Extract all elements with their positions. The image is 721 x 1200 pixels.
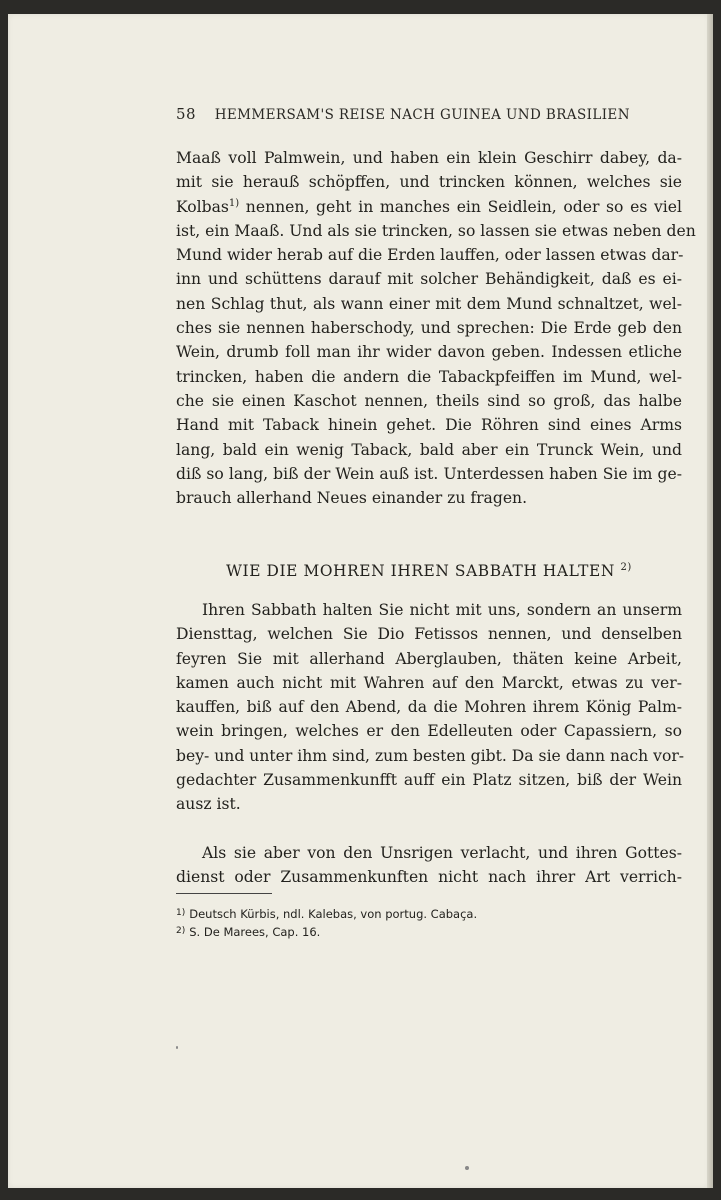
footnote-ref-2: 2): [620, 562, 632, 573]
section-heading: [176, 562, 682, 580]
footnote-mark: 1): [176, 908, 186, 918]
text-fragment: nennen, geht in manches ein Seidlein, oder so es viel: [239, 197, 682, 216]
paragraph-3: [176, 841, 682, 890]
text-line: wein bringen, welches er den Edelleuten oder Capassiern, so: [176, 722, 682, 741]
paper-speck: [465, 1166, 469, 1170]
running-header: [176, 105, 636, 123]
text-line: [176, 195, 682, 219]
footnote-text: Deutsch Kürbis, ndl. Kalebas, von portug. Cabaça.: [189, 907, 478, 921]
text-line: diß so lang, biß der Wein auß ist. Unterdessen haben Sie im ge-: [176, 464, 682, 483]
footnote-text: S. De Marees, Cap. 16.: [189, 925, 321, 939]
text-line: Als sie aber von den Unsrigen verlacht, und ihren Gottes-: [202, 844, 682, 862]
text-line: Ihren Sabbath halten Sie nicht mit uns, sondern an unserm: [202, 601, 682, 619]
footnote-divider: [176, 893, 272, 894]
text-line: kauffen, biß auf den Abend, da die Mohren ihrem König Palm-: [176, 698, 682, 717]
page-edge: [707, 14, 713, 1188]
text-line: ausz ist.: [176, 795, 241, 814]
text-line: gedachter Zusammenkunfft auff ein Platz sitzen, biß der Wein: [176, 771, 682, 790]
paragraph-1: [176, 146, 696, 510]
text-line: feyren Sie mit allerhand Aberglauben, thäten keine Arbeit,: [176, 649, 682, 668]
page-number: 58: [176, 105, 196, 123]
paragraph-2: [176, 598, 685, 817]
text-line: Mund wider herab auf die Erden lauffen, oder lassen etwas dar-: [176, 246, 684, 265]
running-title: HEMMERSAM'S REISE NACH GUINEA UND BRASILIEN: [214, 107, 630, 123]
text-word: Kolbas: [176, 197, 229, 216]
footnote-1: [176, 905, 682, 923]
text-line: dienst oder Zusammenkunften nicht nach ihrer Art verrich-: [176, 868, 682, 887]
text-line: brauch allerhand Neues einander zu fragen.: [176, 489, 528, 508]
text-line: ches sie nennen haberschody, und sprechen: Die Erde geb den: [176, 319, 682, 338]
text-line: Maaß voll Palmwein, und haben ein klein Geschirr dabey, da-: [176, 149, 682, 167]
text-line: nen Schlag thut, als wann einer mit dem Mund schnaltzet, wel-: [176, 294, 682, 313]
footnote-2: [176, 923, 682, 941]
text-line: lang, bald ein wenig Taback, bald aber ein Trunck Wein, und: [176, 440, 682, 459]
text-line: Diensttag, welchen Sie Dio Fetissos nennen, und denselben: [176, 625, 682, 644]
text-line: che sie einen Kaschot nennen, theils sind so groß, das halbe: [176, 391, 682, 410]
section-heading-text: WIE DIE MOHREN IHREN SABBATH HALTEN: [226, 562, 615, 580]
paper-speck: [176, 1046, 178, 1049]
text-line: mit sie herauß schöpffen, und trincken können, welches sie: [176, 173, 682, 192]
footnote-mark: 2): [176, 926, 186, 936]
footnote-ref-1: 1): [228, 197, 240, 209]
text-line: trincken, haben die andern die Tabackpfeiffen im Mund, wel-: [176, 367, 682, 386]
text-line: Hand mit Taback hinein gehet. Die Röhren sind eines Arms: [176, 416, 682, 435]
text-line: Wein, drumb foll man ihr wider davon geben. Indessen etliche: [176, 343, 682, 362]
text-line: ist, ein Maaß. Und als sie trincken, so lassen sie etwas neben den: [176, 221, 696, 240]
text-line: inn und schüttens darauf mit solcher Behändigkeit, daß es ei-: [176, 270, 682, 289]
text-line: bey- und unter ihm sind, zum besten gibt. Da sie dann nach vor-: [176, 746, 685, 765]
text-line: kamen auch nicht mit Wahren auf den Marckt, etwas zu ver-: [176, 673, 682, 692]
